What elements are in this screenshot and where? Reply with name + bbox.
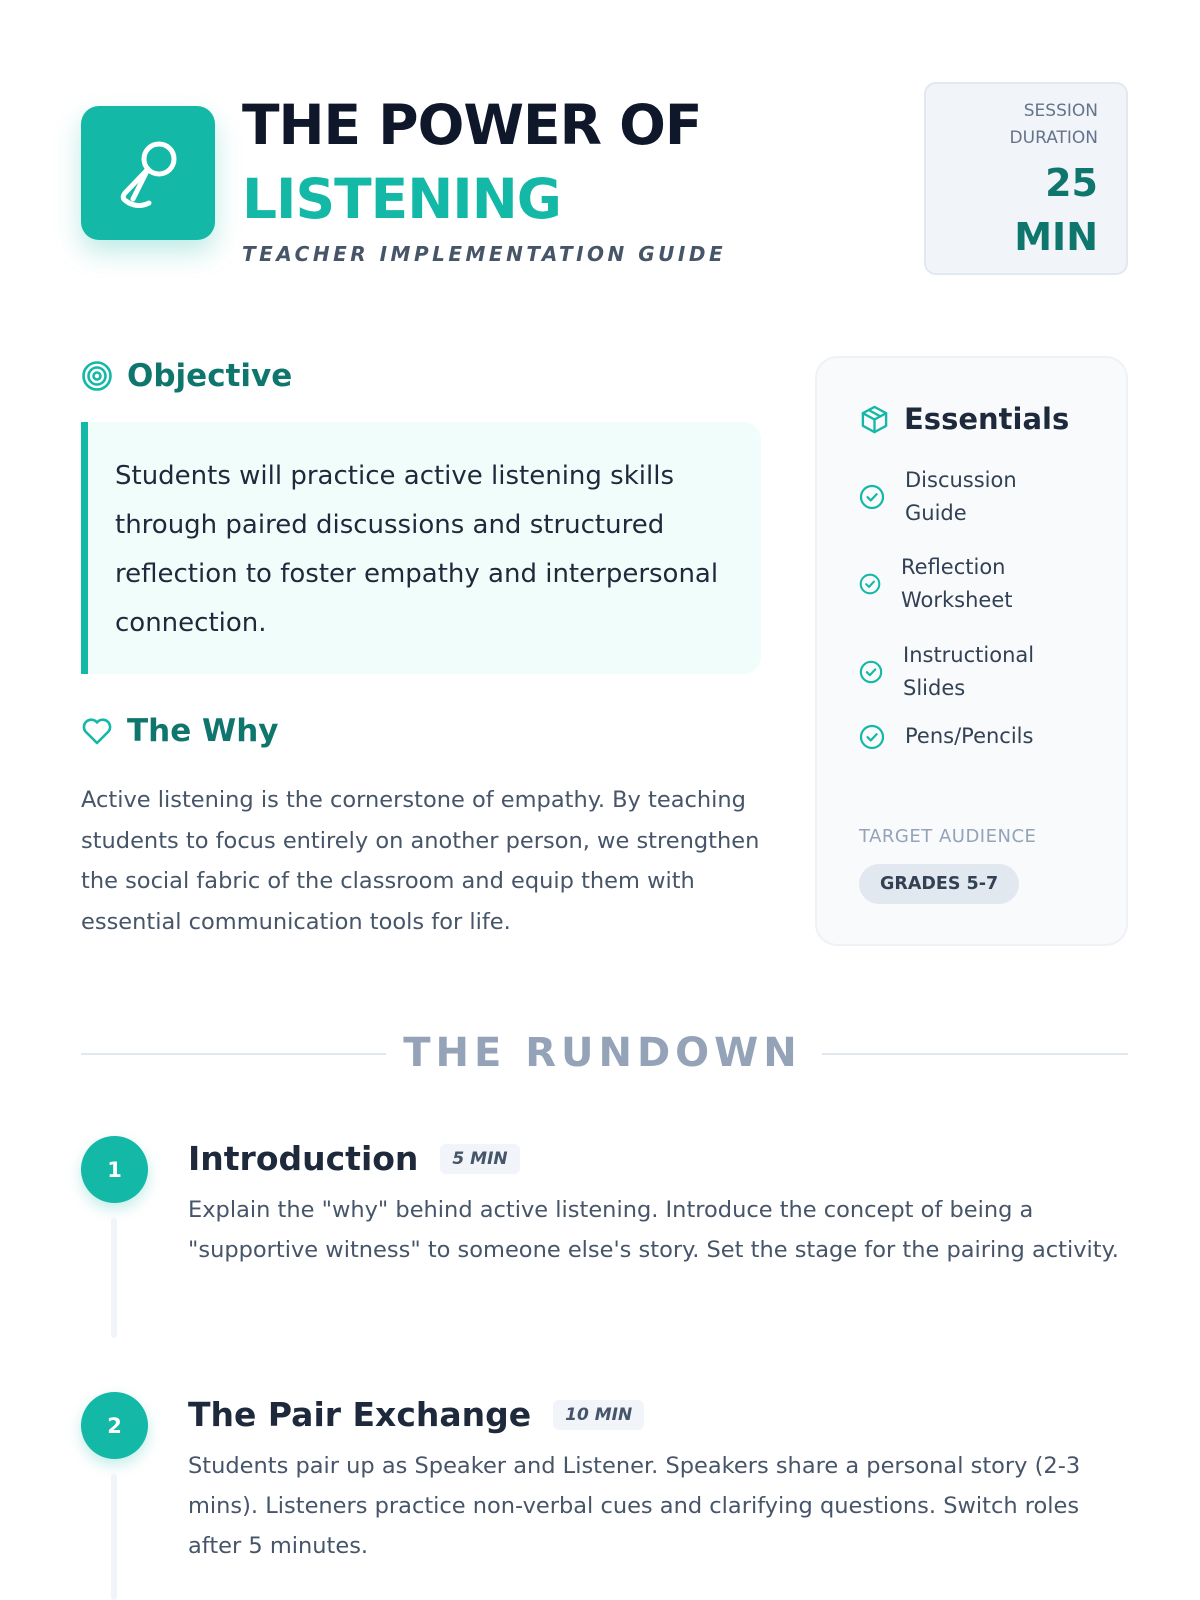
package-icon: [859, 404, 890, 435]
why-text: Active listening is the cornerstone of empathy. By teaching students to focus entirely on another person, we strengthen the social fabric of the classroom and equip them with essential communication tools for life.: [81, 787, 760, 935]
rundown-heading: THE RUNDOWN: [403, 1030, 802, 1076]
step-title: Introduction: [188, 1139, 419, 1178]
session-duration-card: [924, 82, 1128, 275]
duration-unit: MIN: [1014, 215, 1098, 259]
logo-tile: [81, 106, 215, 240]
page-title-line1: THE POWER OF: [242, 93, 702, 157]
step-header: [188, 1395, 644, 1434]
objective-callout: [81, 422, 761, 674]
title-block: [242, 88, 726, 266]
step-title: The Pair Exchange: [188, 1395, 532, 1434]
page-title-line2: LISTENING: [242, 167, 561, 231]
heart-icon: [81, 716, 113, 746]
check-circle-icon: [859, 724, 885, 750]
essentials-item: [859, 720, 1033, 753]
duration-number: 25: [1045, 161, 1098, 205]
timeline-connector: [111, 1218, 117, 1338]
step-number-badge: 1: [81, 1136, 148, 1203]
check-circle-icon: [859, 573, 881, 595]
step-header: [188, 1139, 520, 1178]
divider-line-right: [822, 1053, 1128, 1055]
step-description: Explain the "why" behind active listening. Introduce the concept of being a "supportive witness" to someone else's story. Set the stage for the pairing activity.: [188, 1197, 1119, 1263]
essentials-item: [859, 639, 1034, 705]
essentials-item-line1: Reflection: [901, 555, 1006, 579]
essentials-item-label: [903, 639, 1034, 705]
objective-heading: [81, 358, 292, 394]
step-duration-tag: 10 MIN: [553, 1400, 644, 1430]
why-heading: [81, 713, 279, 749]
essentials-item-label: [905, 464, 1017, 530]
essentials-heading: [859, 402, 1069, 436]
check-circle-icon: [859, 484, 885, 510]
duration-label-line1: SESSION: [1023, 101, 1098, 121]
essentials-item-line1: Pens/Pencils: [905, 724, 1034, 748]
check-circle-icon: [859, 660, 883, 684]
essentials-heading-label: Essentials: [904, 402, 1070, 436]
essentials-item-line2: Slides: [903, 676, 966, 700]
page-subtitle: TEACHER IMPLEMENTATION GUIDE: [242, 242, 727, 266]
microphone-icon: [115, 137, 181, 209]
target-audience-label: TARGET AUDIENCE: [859, 826, 1037, 847]
essentials-item-line2: Guide: [905, 501, 967, 525]
step-duration-tag: 5 MIN: [440, 1144, 519, 1174]
step-description: Students pair up as Speaker and Listener. Speakers share a personal story (2-3 mins). Listeners practice non-verbal cues and clarifying questions. Switch roles after 5 minutes.: [188, 1453, 1081, 1559]
why-heading-label: The Why: [127, 713, 279, 749]
step-number-badge: 2: [81, 1392, 148, 1459]
grade-badge: GRADES 5-7: [859, 864, 1019, 904]
duration-value: [946, 156, 1098, 264]
essentials-item-label: [901, 551, 1013, 617]
essentials-card: [815, 356, 1128, 946]
essentials-item-line2: Worksheet: [901, 588, 1013, 612]
timeline-connector: [111, 1474, 117, 1600]
essentials-item-line1: Instructional: [903, 643, 1035, 667]
target-icon: [81, 360, 113, 392]
objective-heading-label: Objective: [127, 358, 293, 394]
essentials-item: [859, 464, 1017, 530]
duration-label-line2: DURATION: [1009, 128, 1098, 148]
objective-text: Students will practice active listening skills through paired discussions and structured reflection to foster empathy and interpersonal connection.: [115, 461, 719, 638]
essentials-item-line1: Discussion: [905, 468, 1017, 492]
essentials-item-label: [905, 720, 1033, 753]
essentials-item: [859, 551, 1013, 617]
